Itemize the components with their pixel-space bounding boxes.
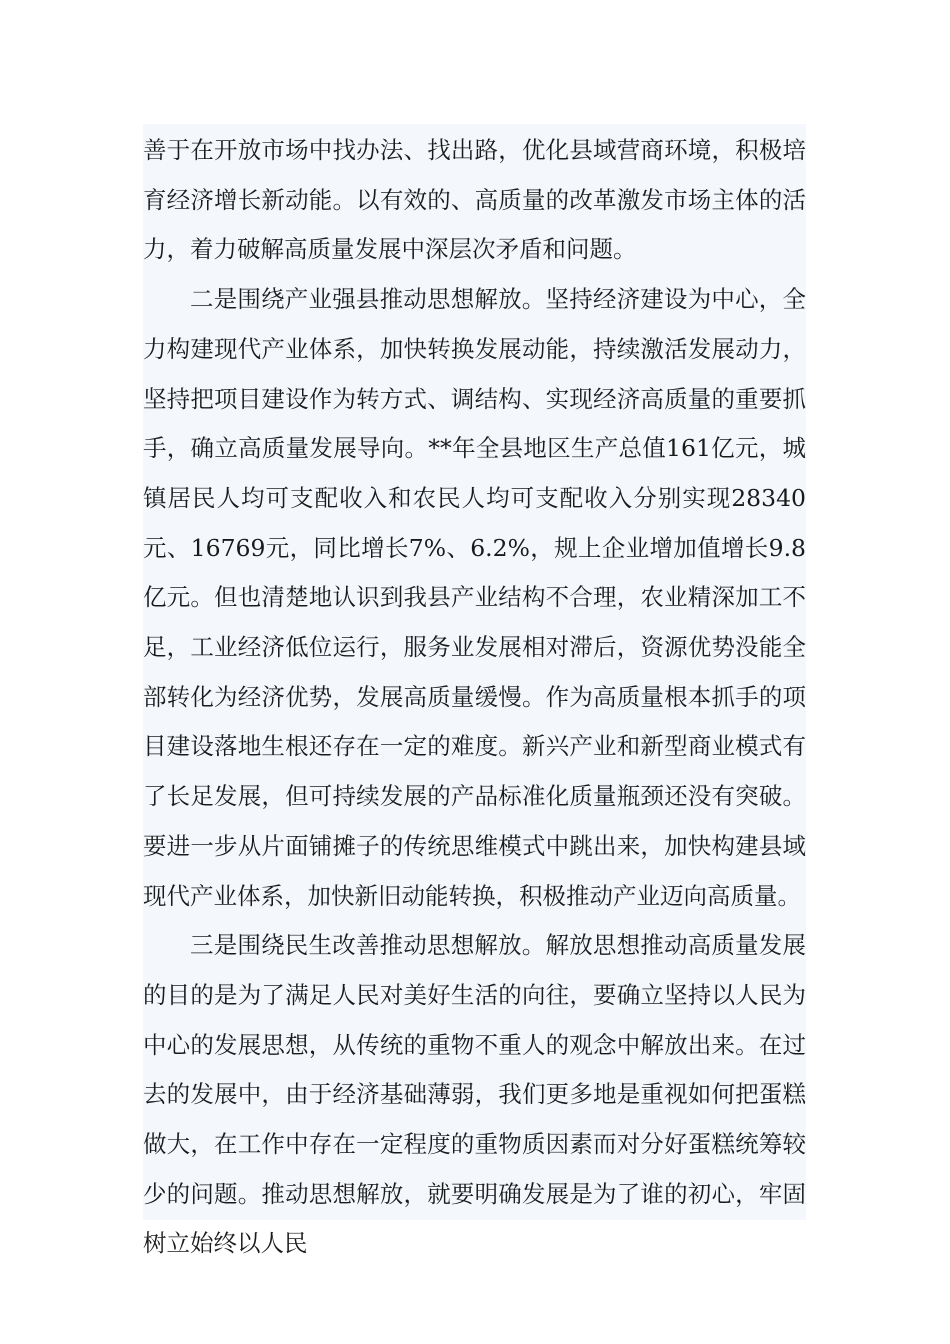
text-body xyxy=(143,124,806,1258)
paragraph-livelihood: 三是围绕民生改善推动思想解放。解放思想推动高质量发展的目的是为了满足人民对美好生活的向往，要确立坚持以人民为中心的发展思想，从传统的重物不重人的观念中解放出来。在过去的发展中，由于经济基础薄弱，我们更多地是重视如何把蛋糕做大，在工作中存在一定程度的重物质因素而对分好蛋糕统筹较少的问题。推动思想解放，就要明确发展是为了谁的初心，牢固树立始终以人民 xyxy=(143,931,806,1258)
paragraph-industry: 二是围绕产业强县推动思想解放。坚持经济建设为中心，全力构建现代产业体系，加快转换发展动能，持续激活发展动力，坚持把项目建设作为转方式、调结构、实现经济高质量的重要抓手，确立高质量发展导向。**年全县地区生产总值161亿元，城镇居民人均可支配收入和农民人均可支配收入分别实现28340元、16769元，同比增长7%、6.2%，规上企业增加值增长9.8亿元。但也清楚地认识到我县产业结构不合理，农业精深加工不足，工业经济低位运行，服务业发展相对滞后，资源优势没能全部转化为经济优势，发展高质量缓慢。作为高质量根本抓手的项目建设落地生根还存在一定的难度。新兴产业和新型商业模式有了长足发展，但可持续发展的产品标准化质量瓶颈还没有突破。要进一步从片面铺摊子的传统思维模式中跳出来，加快构建县域现代产业体系，加快新旧动能转换，积极推动产业迈向高质量。 xyxy=(143,285,806,910)
paragraph-continued: 善于在开放市场中找办法、找出路，优化县域营商环境，积极培育经济增长新动能。以有效的、高质量的改革激发市场主体的活力，着力破解高质量发展中深层次矛盾和问题。 xyxy=(143,136,806,264)
